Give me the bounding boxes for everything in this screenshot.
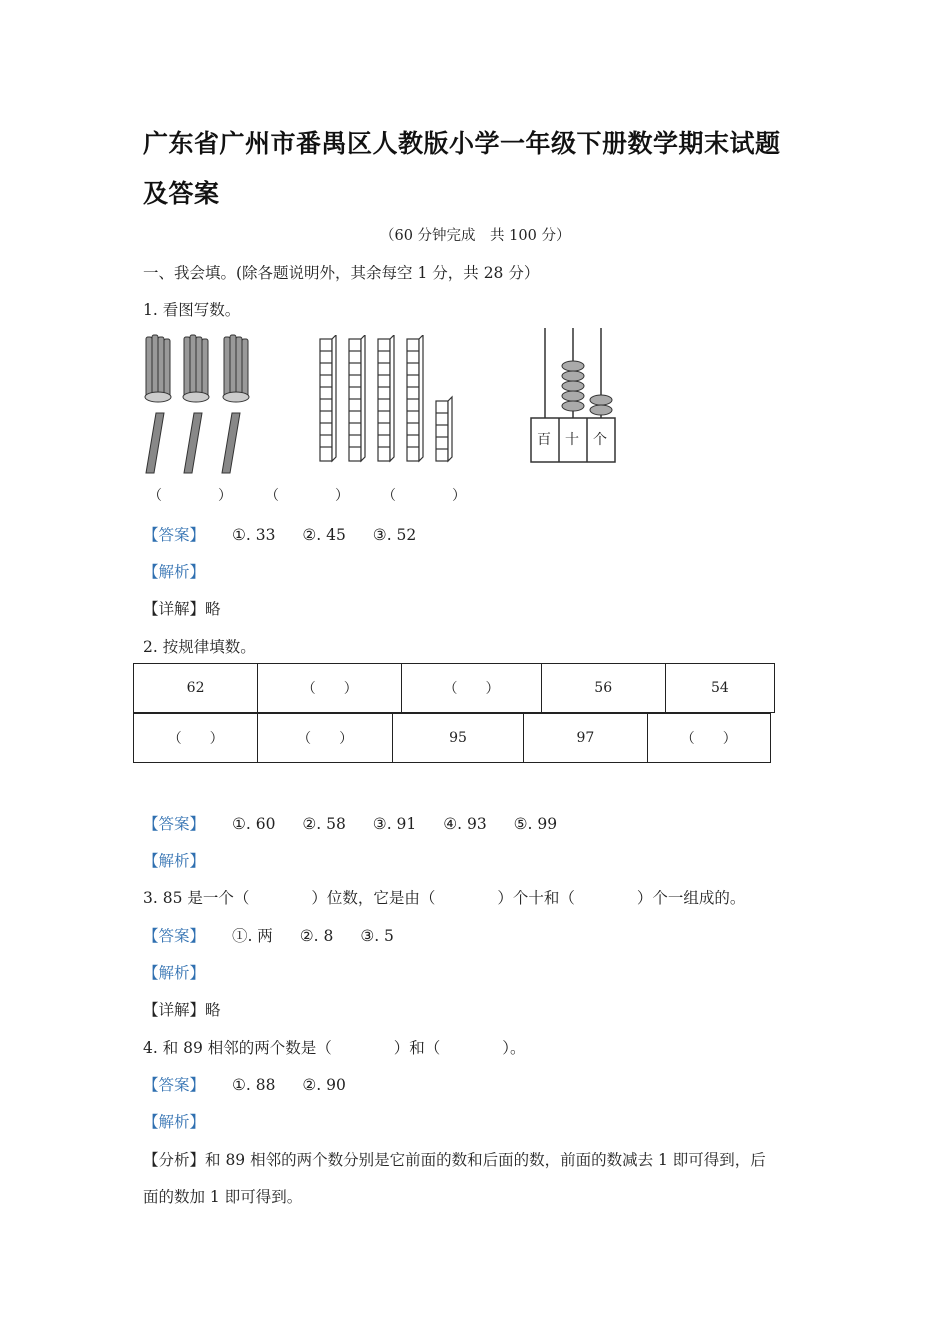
q3-prompt: 3. 85 是一个（ ）位数，它是由（ ）个十和（ ）个一组成的。 [143,889,746,907]
seq-blank[interactable]: （ ） [647,714,770,763]
ten-rod [407,335,423,461]
q1-answer-row [143,523,438,545]
ten-rod [320,335,336,461]
q4-analysis-text-2: 面的数加 1 即可得到。 [143,1188,303,1206]
q2-answer-row [143,812,579,834]
answer-label: 【答案】 [143,927,206,945]
q1-detail: 【详解】略 [143,600,221,618]
q4-answer-1: ①. 88 [231,1076,276,1094]
q4-answer-2: ②. 90 [302,1076,346,1094]
q3-answer-1: ①. 两 [231,927,273,945]
stick-bundle [145,335,171,402]
answer-label: 【答案】 [143,526,206,544]
q2-sequence-row-1 [133,663,775,713]
q3-answer-2: ②. 8 [299,927,334,945]
seq-blank[interactable]: （ ） [134,714,258,763]
q1-blank-1[interactable]: （ ） [148,488,232,504]
answer-label: 【答案】 [143,1076,206,1094]
fenxi-label: 【分析】 [143,1151,206,1169]
seq-cell: 62 [134,664,258,713]
unit-cubes [436,397,452,461]
answer-label: 【答案】 [143,815,206,833]
q3-answer-3: ③. 5 [360,927,394,945]
single-stick [222,413,240,473]
q4-analysis-text-1 [143,1148,766,1170]
seq-cell: 95 [392,714,523,763]
stick-bundle [183,335,209,402]
q2-answer-3: ③. 91 [372,815,417,833]
q2-analysis-label: 【解析】 [143,852,206,870]
ones-beads [590,395,612,415]
seq-cell: 97 [524,714,647,763]
seq-blank[interactable]: （ ） [402,664,541,713]
q4-answer-row [143,1073,368,1095]
q1-analysis-label: 【解析】 [143,563,206,581]
single-stick [146,413,164,473]
q2-sequence-row-2 [133,713,771,763]
seq-blank[interactable]: （ ） [258,714,392,763]
q3-analysis-label: 【解析】 [143,964,206,982]
title-line-1: 广东省广州市番禺区人教版小学一年级下册数学期末试题 [143,129,781,158]
q4-prompt: 4. 和 89 相邻的两个数是（ ）和（ ）。 [143,1039,526,1057]
q4-analysis-label: 【解析】 [143,1113,206,1131]
seq-cell: 56 [541,664,665,713]
q3-answer-row [143,924,416,946]
q3-detail: 【详解】略 [143,1001,221,1019]
q1-blank-2[interactable]: （ ） [265,488,349,504]
abacus-label-tens: 十 [565,432,579,448]
q1-answer-3: ③. 52 [372,526,417,544]
single-stick [184,413,202,473]
abacus-label-ones: 个 [593,432,607,448]
q1-blank-3[interactable]: （ ） [382,488,466,504]
q4-analysis-line-1: 和 89 相邻的两个数分别是它前面的数和后面的数，前面的数减去 1 即可得到，后 [205,1151,766,1169]
seq-blank[interactable]: （ ） [258,664,402,713]
q2-answer-4: ④. 93 [443,815,487,833]
q2-answer-1: ①. 60 [231,815,276,833]
q1-answer-1: ①. 33 [231,526,276,544]
ten-rod [349,335,365,461]
seq-cell: 54 [665,664,774,713]
exam-subtitle: （60 分钟完成 共 100 分） [380,228,571,244]
tens-beads [562,361,584,411]
abacus-label-hundreds: 百 [537,432,551,448]
tens-blocks-illustration [318,335,458,465]
section-heading: 一、我会填。(除各题说明外，其余每空 1 分，共 28 分） [143,264,540,282]
stick-bundle [223,335,249,402]
ten-rod [378,335,394,461]
q1-answer-2: ②. 45 [302,526,346,544]
q2-answer-2: ②. 58 [302,815,346,833]
title-line-2: 及答案 [143,179,220,208]
stick-bundles-illustration [140,333,270,478]
q2-answer-5: ⑤. 99 [513,815,558,833]
q2-prompt: 2. 按规律填数。 [143,638,256,656]
q1-prompt: 1. 看图写数。 [143,301,241,319]
